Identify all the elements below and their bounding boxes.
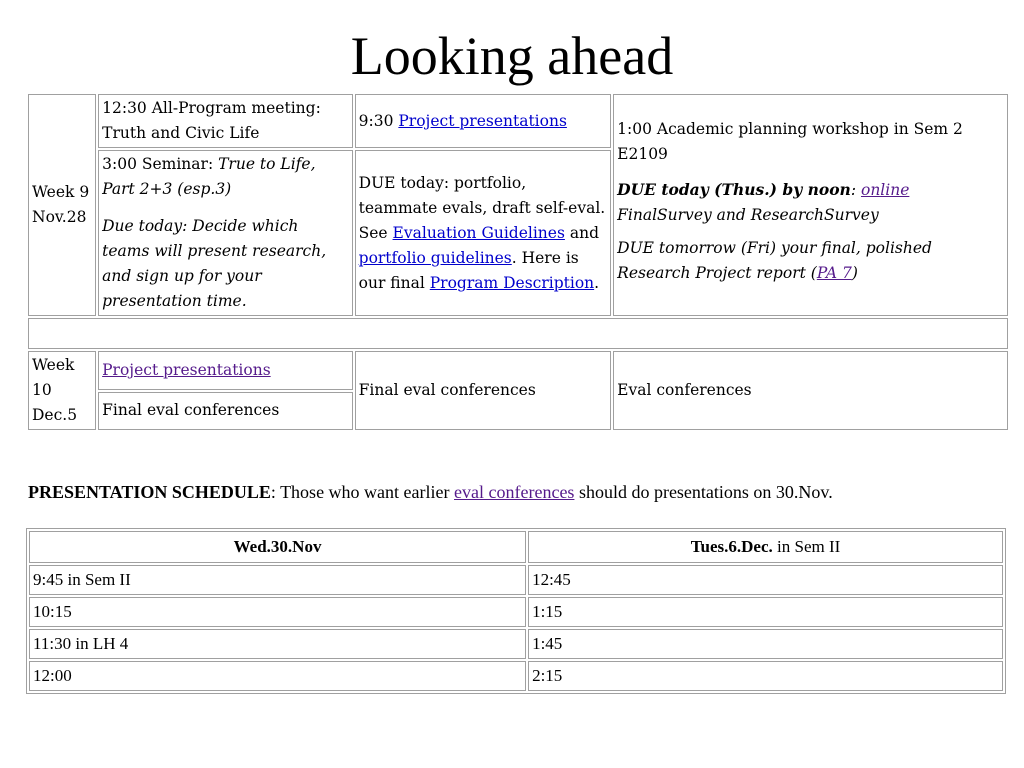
pa7-link[interactable]: PA 7	[816, 264, 852, 282]
survey-names: FinalSurvey and ResearchSurvey	[617, 206, 879, 224]
survey-due-colon: :	[850, 181, 861, 199]
presentation-schedule-line	[28, 482, 833, 503]
evaluation-guidelines-link[interactable]: Evaluation Guidelines	[392, 223, 565, 242]
eval-conferences-link[interactable]: eval conferences	[454, 482, 575, 502]
presentation-times-table	[26, 528, 1006, 694]
table-row	[29, 629, 1003, 659]
presentation-schedule-heading: PRESENTATION SCHEDULE	[28, 482, 271, 502]
presentation-header-row	[29, 531, 1003, 563]
week10-final-eval-text: Final eval conferences	[102, 401, 280, 420]
wed-slot: 11:30 in LH 4	[29, 629, 526, 659]
spacer-row	[28, 318, 1008, 349]
portfolio-guidelines-link[interactable]: portfolio guidelines	[358, 248, 512, 267]
week10-project-presentations-link[interactable]: Project presentations	[102, 360, 271, 379]
due-and-text: and	[564, 223, 599, 242]
wed-slot: 12:00	[29, 661, 526, 691]
week9-label-cell	[28, 94, 96, 316]
seminar-due-text: Due today: Decide which teams will present research, and sign up for your presentation time.	[102, 217, 327, 310]
due-portfolio-text: DUE today: portfolio, teammate evals, draft self-eval. See	[358, 173, 606, 242]
table-row	[29, 597, 1003, 627]
wed-header: Wed.30.Nov	[29, 531, 526, 563]
week10-row-a	[28, 351, 1008, 390]
presentations-time: 9:30	[358, 111, 399, 130]
week10-label-cell	[28, 351, 96, 430]
tues-slot: 1:45	[528, 629, 1003, 659]
presentation-text-1: : Those who want earlier	[270, 482, 455, 502]
due-final-text: . Here is our final	[358, 248, 579, 292]
report-due-close: )	[851, 264, 858, 282]
week9-seminar-cell	[98, 150, 353, 316]
tues-slot: 2:15	[528, 661, 1003, 691]
report-due-text: DUE tomorrow (Fri) your final, polished Research Project report (	[617, 239, 932, 282]
project-presentations-link[interactable]: Project presentations	[398, 111, 567, 130]
online-survey-link[interactable]: online	[860, 181, 910, 199]
tues-header: Tues.6.Dec. in Sem II	[528, 531, 1003, 563]
week9-label-date: Nov.28	[32, 208, 87, 226]
seminar-prefix: 3:00 Seminar:	[102, 155, 219, 173]
workshop-text: 1:00 Academic planning workshop in Sem 2 E2109	[617, 120, 963, 163]
week10-label: Week 10 Dec.5	[32, 356, 78, 424]
allprogram-meeting-text: 12:30 All-Program meeting: Truth and Civic Life	[102, 99, 321, 142]
seminar-title: True to Life, Part 2+3 (esp.3)	[102, 155, 316, 198]
week9-allprogram-cell	[98, 94, 353, 148]
weekly-schedule-table	[26, 92, 1010, 432]
survey-due-label: DUE today (Thus.) by noon	[617, 180, 851, 199]
table-row	[29, 565, 1003, 595]
week10-conferences-cell	[355, 351, 612, 430]
week10-final-eval-cell	[98, 392, 353, 431]
week9-row-a	[28, 94, 1008, 148]
week9-workshop-cell	[613, 94, 1008, 316]
week9-due-cell	[355, 150, 612, 316]
tues-slot: 12:45	[528, 565, 1003, 595]
week9-presentations-cell	[355, 94, 612, 148]
wed-slot: 9:45 in Sem II	[29, 565, 526, 595]
tues-slot: 1:15	[528, 597, 1003, 627]
survey-due-paragraph	[617, 177, 1004, 228]
week10-eval-cell	[613, 351, 1008, 430]
table-row	[29, 661, 1003, 691]
spacer-cell	[28, 318, 1008, 349]
presentation-text-2: should do presentations on 30.Nov.	[574, 482, 833, 502]
week10-presentations-cell	[98, 351, 353, 390]
due-period: .	[594, 273, 600, 292]
week9-label-week: Week 9	[32, 183, 90, 201]
slide-title: Looking ahead	[350, 26, 674, 86]
report-due-paragraph	[617, 236, 1004, 286]
final-eval-conferences-text: Final eval conferences	[358, 381, 536, 399]
program-description-link[interactable]: Program Description	[429, 273, 595, 292]
wed-slot: 10:15	[29, 597, 526, 627]
eval-conferences-text: Eval conferences	[617, 381, 752, 399]
